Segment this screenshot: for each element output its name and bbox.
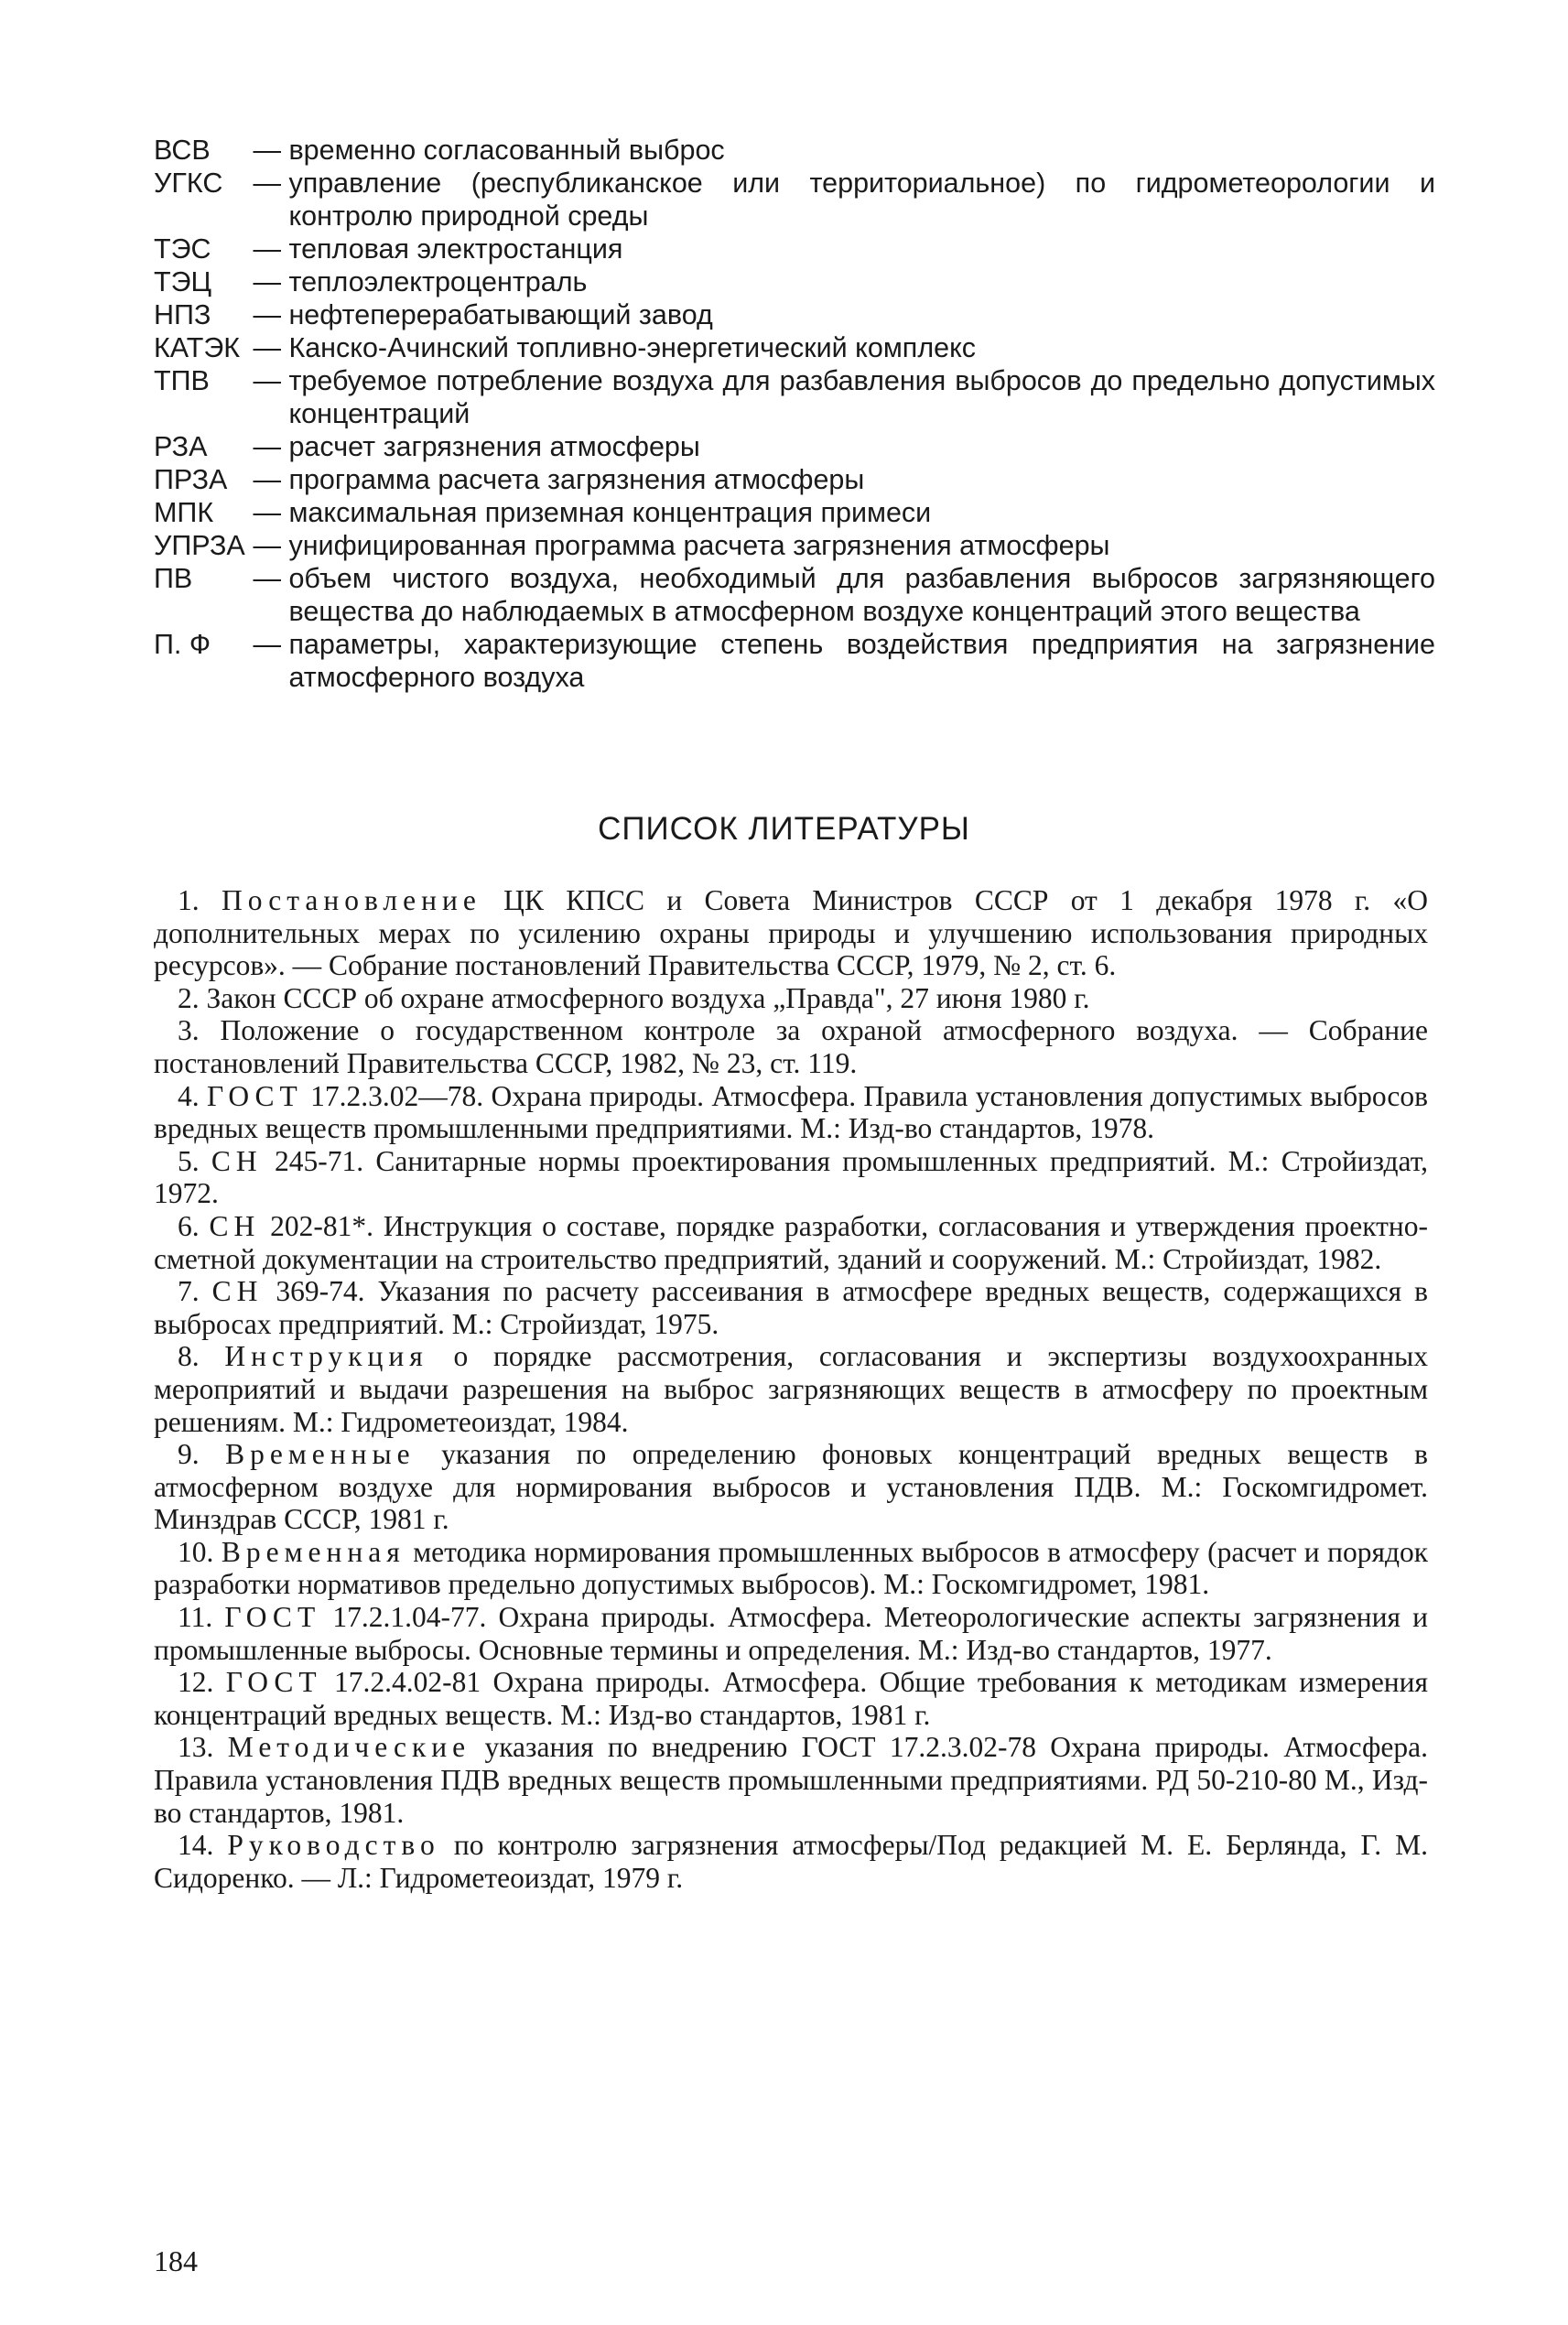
abbreviation-entry bbox=[154, 134, 1435, 167]
abbreviation-entry bbox=[154, 529, 1435, 562]
reference-text: указания по определению фоновых концентраций вредных веществ в атмосферном воздухе для нормирования выбросов и установления ПДВ. М.: Госкомгидромет. Минздрав СССР, 1981 г. bbox=[154, 1438, 1429, 1536]
reference-lead-word: СН bbox=[209, 1209, 261, 1242]
reference-lead-word: Постановление bbox=[221, 884, 481, 916]
reference-lead-word: СН bbox=[211, 1144, 263, 1177]
abbreviation-dash: — bbox=[245, 168, 289, 199]
abbreviation-entry bbox=[154, 463, 1435, 496]
reference-lead-word: Руководство bbox=[227, 1829, 440, 1862]
reference-text: 369-74. Указания по расчету рассеивания в атмосфере вредных веществ, содержащихся в выбросах предприятий. М.: Стройиздат, 1975. bbox=[154, 1275, 1428, 1340]
abbreviation-dash: — bbox=[245, 365, 289, 396]
reference-item bbox=[154, 1536, 1428, 1601]
abbreviation-dash: — bbox=[245, 299, 289, 330]
page-number: 184 bbox=[154, 2244, 198, 2277]
reference-lead-word: Временная bbox=[221, 1535, 406, 1568]
reference-text: 17.2.4.02-81 Охрана природы. Атмосфера. Общие требования к методикам измерения концентраций вредных веществ. М.: Изд-во стандартов, 1981 г. bbox=[154, 1666, 1429, 1731]
abbreviations-list bbox=[154, 134, 1435, 694]
abbreviation-entry bbox=[154, 232, 1435, 265]
abbreviation-dash: — bbox=[245, 629, 289, 660]
abbreviation-term: МПК bbox=[154, 497, 214, 528]
reference-number: 10. bbox=[178, 1535, 214, 1568]
abbreviation-dash: — bbox=[245, 332, 289, 363]
abbreviation-definition: программа расчета загрязнения атмосферы bbox=[288, 464, 865, 495]
abbreviation-term: ВСВ bbox=[154, 135, 211, 166]
reference-item bbox=[154, 1666, 1428, 1731]
reference-lead-word: ГОСТ bbox=[224, 1601, 321, 1634]
reference-number: 8. bbox=[178, 1340, 200, 1373]
reference-number: 5. bbox=[178, 1144, 200, 1177]
abbreviation-dash: — bbox=[245, 135, 289, 166]
abbreviation-term: НПЗ bbox=[154, 299, 211, 330]
abbreviation-entry bbox=[154, 331, 1435, 364]
reference-lead-word: ГОСТ bbox=[225, 1666, 322, 1699]
reference-text: по контролю загрязнения атмосферы/Под редакцией М. Е. Берлянда, Г. М. Сидоренко. — Л.: Гидрометеоиздат, 1979 г. bbox=[154, 1829, 1428, 1894]
reference-item bbox=[154, 1829, 1428, 1894]
abbreviation-definition: теплоэлектроцентраль bbox=[288, 266, 588, 297]
abbreviation-definition: управление (республиканское или территориальное) по гидрометеорологии и контролю природной среды bbox=[288, 168, 1435, 232]
reference-number: 6. bbox=[178, 1209, 200, 1242]
reference-text: 17.2.1.04-77. Охрана природы. Атмосфера. Метеорологические аспекты загрязнения и промышленные выбросы. Основные термины и определения. М.: Изд-во стандартов, 1977. bbox=[154, 1601, 1429, 1666]
reference-text: Положение о государственном контроле за охраной атмосферного воздуха. — Собрание постановлений Правительства СССР, 1982, № 23, ст. 119. bbox=[154, 1014, 1428, 1079]
reference-item bbox=[154, 1145, 1428, 1210]
abbreviation-dash: — bbox=[245, 464, 289, 495]
abbreviation-entry bbox=[154, 562, 1435, 628]
reference-lead-word: СН bbox=[211, 1275, 264, 1308]
abbreviation-dash: — bbox=[245, 497, 289, 528]
abbreviation-term: УПРЗА bbox=[154, 530, 245, 561]
reference-text: методика нормирования промышленных выбросов в атмосферу (расчет и порядок разработки нормативов предельно допустимых выбросов). М.: Госкомгидромет, 1981. bbox=[154, 1535, 1429, 1601]
abbreviation-term: ПВ bbox=[154, 563, 193, 594]
reference-item bbox=[154, 1340, 1428, 1438]
reference-lead-word: Методические bbox=[227, 1731, 471, 1764]
reference-item bbox=[154, 1014, 1428, 1079]
abbreviation-entry bbox=[154, 496, 1435, 529]
reference-number: 1. bbox=[178, 884, 200, 916]
reference-text: ЦК КПСС и Совета Министров СССР от 1 декабря 1978 г. «О дополнительных мерах по усилению охраны природы и улучшению использования природных ресурсов». — Собрание постановлений Правительства СССР, 1979, № 2, ст. 6. bbox=[154, 884, 1429, 982]
reference-text: 202-81*. Инструкция о составе, порядке разработки, согласования и утверждения проектно-сметной документации на строительство предприятий, зданий и сооружений. М.: Стройиздат, 1982. bbox=[154, 1209, 1429, 1275]
reference-item bbox=[154, 1731, 1428, 1829]
abbreviation-dash: — bbox=[245, 233, 289, 265]
abbreviation-entry bbox=[154, 430, 1435, 463]
abbreviation-entry bbox=[154, 167, 1435, 232]
abbreviation-term: ТЭС bbox=[154, 233, 211, 265]
abbreviation-dash: — bbox=[245, 563, 289, 594]
reference-item bbox=[154, 1275, 1428, 1340]
abbreviation-definition: временно согласованный выброс bbox=[288, 135, 725, 166]
reference-item bbox=[154, 1438, 1428, 1536]
reference-number: 9. bbox=[178, 1438, 200, 1471]
abbreviation-term: П. Ф bbox=[154, 629, 211, 660]
references-list bbox=[154, 884, 1428, 1894]
reference-lead-word: Временные bbox=[225, 1438, 416, 1471]
abbreviation-dash: — bbox=[245, 530, 289, 561]
abbreviation-term: УГКС bbox=[154, 168, 223, 199]
reference-number: 3. bbox=[178, 1014, 200, 1047]
abbreviation-term: РЗА bbox=[154, 431, 208, 462]
abbreviation-term: ТПВ bbox=[154, 365, 210, 396]
abbreviation-definition: расчет загрязнения атмосферы bbox=[288, 431, 700, 462]
reference-number: 12. bbox=[178, 1666, 214, 1699]
abbreviation-term: КАТЭК bbox=[154, 332, 241, 363]
abbreviation-definition: Канско-Ачинский топливно-энергетический комплекс bbox=[288, 332, 977, 363]
abbreviation-term: ПРЗА bbox=[154, 464, 228, 495]
abbreviation-definition: параметры, характеризующие степень воздействия предприятия на загрязнение атмосферного воздуха bbox=[288, 629, 1435, 693]
abbreviation-definition: максимальная приземная концентрация примеси bbox=[288, 497, 932, 528]
reference-item bbox=[154, 884, 1428, 982]
reference-number: 13. bbox=[178, 1731, 214, 1764]
reference-item bbox=[154, 982, 1428, 1015]
abbreviation-entry bbox=[154, 298, 1435, 331]
abbreviation-dash: — bbox=[245, 431, 289, 462]
reference-text: 245-71. Санитарные нормы проектирования промышленных предприятий. М.: Стройиздат, 1972. bbox=[154, 1144, 1428, 1210]
abbreviation-entry bbox=[154, 364, 1435, 430]
abbreviation-definition: объем чистого воздуха, необходимый для разбавления выбросов загрязняющего вещества до наблюдаемых в атмосферном воздухе концентраций этого вещества bbox=[288, 563, 1435, 627]
abbreviation-entry bbox=[154, 265, 1435, 298]
reference-number: 14. bbox=[178, 1829, 214, 1862]
abbreviation-definition: требуемое потребление воздуха для разбавления выбросов до предельно допустимых концентраций bbox=[288, 365, 1435, 429]
reference-text: 17.2.3.02—78. Охрана природы. Атмосфера. Правила установления допустимых выбросов вредных веществ промышленными предприятиями. М.: Изд-во стандартов, 1978. bbox=[154, 1079, 1428, 1145]
reference-number: 11. bbox=[178, 1601, 213, 1634]
references-heading: СПИСОК ЛИТЕРАТУРЫ bbox=[598, 811, 970, 847]
reference-item bbox=[154, 1601, 1428, 1666]
abbreviation-definition: унифицированная программа расчета загрязнения атмосферы bbox=[288, 530, 1110, 561]
reference-item bbox=[154, 1080, 1428, 1145]
reference-text: о порядке рассмотрения, согласования и экспертизы воздухоохранных мероприятий и выдачи разрешения на выброс загрязняющих веществ в атмосферу по проектным решениям. М.: Гидрометеоиздат, 1984. bbox=[154, 1340, 1429, 1438]
abbreviation-definition: тепловая электростанция bbox=[288, 233, 623, 265]
abbreviation-dash: — bbox=[245, 266, 289, 297]
reference-number: 2. bbox=[178, 981, 200, 1014]
reference-lead-word: Инструкция bbox=[224, 1340, 428, 1373]
reference-text: Закон СССР об охране атмосферного воздуха „Правда", 27 июня 1980 г. bbox=[206, 981, 1090, 1014]
reference-lead-word: ГОСТ bbox=[206, 1079, 303, 1112]
abbreviation-term: ТЭЦ bbox=[154, 266, 212, 297]
abbreviation-definition: нефтеперерабатывающий завод bbox=[288, 299, 713, 330]
abbreviation-entry bbox=[154, 628, 1435, 694]
reference-text: указания по внедрению ГОСТ 17.2.3.02-78 Охрана природы. Атмосфера. Правила установления ПДВ вредных веществ промышленными предприятиями. РД 50-210-80 М., Изд-во стандартов, 1981. bbox=[154, 1731, 1428, 1829]
reference-number: 7. bbox=[178, 1275, 200, 1308]
reference-item bbox=[154, 1210, 1428, 1275]
reference-number: 4. bbox=[178, 1079, 200, 1112]
